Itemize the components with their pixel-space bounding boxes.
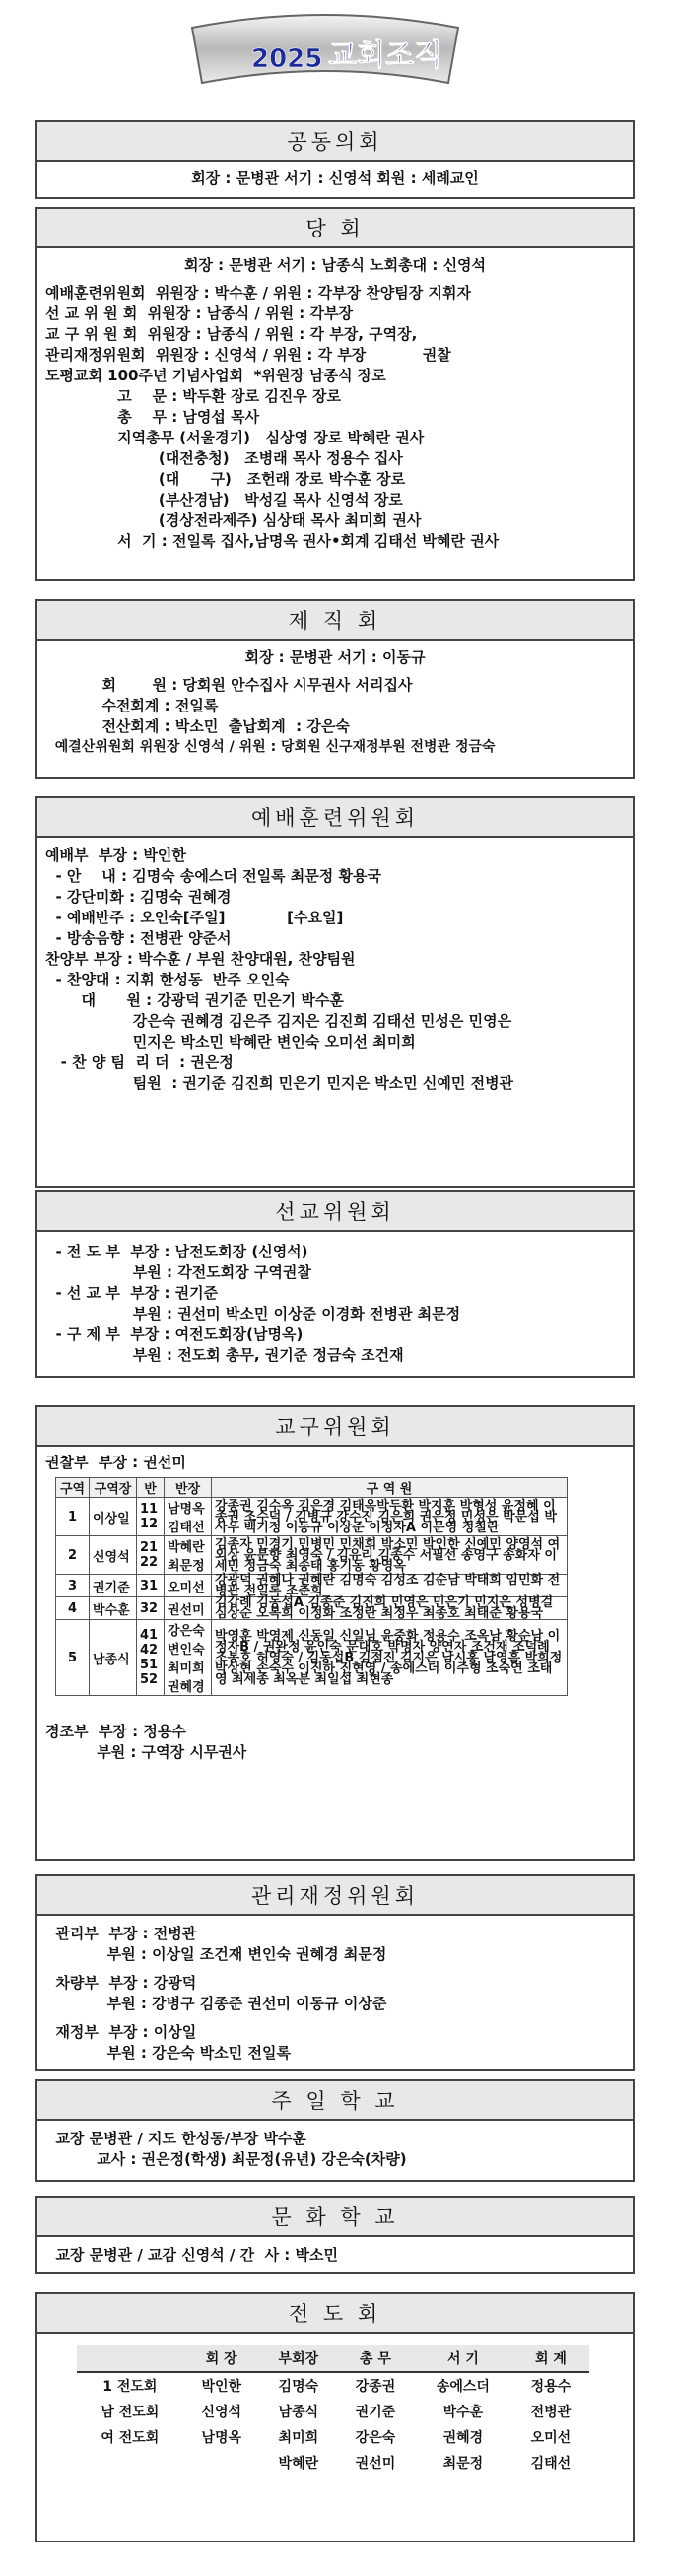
table-row — [56, 1536, 568, 1575]
cell: 최문정 — [442, 2456, 484, 2472]
section-title: 예배훈련위원회 — [37, 798, 633, 838]
cell-banjang: 오미선 — [165, 1575, 212, 1597]
text-line: 부원 : 강은숙 박소민 전일록 — [45, 2044, 291, 2062]
juil-lines — [37, 2121, 633, 2178]
seongyo-lines — [37, 1232, 633, 1376]
text-line: 선 교 위 원 회 위원장 : 남종식 / 위원 : 각부장 — [45, 305, 353, 322]
gyogu-head: 권찰부 부장 : 권선미 — [45, 1454, 186, 1471]
text-line: 부원 : 전도회 총무, 권기준 정금숙 조건재 — [45, 1346, 404, 1364]
gwanri-lines — [37, 1916, 633, 2071]
section-jejik — [35, 599, 635, 779]
banner-year: 2025 — [251, 44, 323, 74]
col-header: 회 계 — [512, 2345, 589, 2372]
text-line: 관리재정위원회 위원장 : 신영석 / 위원 : 각 부장 권찰 — [45, 346, 451, 364]
col-header: 서 기 — [414, 2345, 512, 2372]
cell-ban: 41 — [140, 1628, 159, 1643]
cell: 전병관 — [530, 2405, 572, 2420]
cell-banjang: 변인숙 — [168, 1643, 205, 1658]
text-line: 예배훈련위원회 위원장 : 박수훈 / 위원 : 각부장 찬양팀장 지휘자 — [45, 284, 471, 302]
banner-title: 교회조직 — [328, 38, 442, 73]
cell — [77, 2450, 183, 2475]
text-line: - 찬양대 : 지휘 한성동 반주 오인숙 — [45, 971, 290, 988]
text-line: 민지은 박소민 박혜란 변인숙 오미선 최미희 — [45, 1033, 416, 1051]
col-header: 반장 — [165, 1478, 212, 1498]
section-title: 선교위원회 — [37, 1192, 633, 1232]
section-line: 회장 : 문병관 서기 : 신영석 회원 : 세례교인 — [191, 169, 479, 187]
cell-leader: 권기준 — [90, 1575, 137, 1597]
text-line: 강은숙 권혜경 김은주 김지은 김진희 김태선 민성은 민영은 — [45, 1012, 512, 1030]
title-banner — [182, 8, 468, 99]
text-line: (경상전라제주) 심상태 목사 최미희 권사 — [45, 511, 422, 529]
cell: 박수훈 — [442, 2405, 484, 2420]
cell-members: 박영훈 박영제 신동일 신일님 윤중화 정용수 조옥남 황순남 이정자B / 권완정 윤인숙 문대호 박명자 양연자 조건재 조덕례 조봉호 허영숙 / 김동섭B 김점진 김지은 남시홍 남영흠 박희정 박상현 손숙수 이진하 진현영 / 송에스더 이주형 조숙연 조태영 최세종 최옥분 최일섭 최현종 — [212, 1620, 568, 1696]
col-header: 구 역 원 — [212, 1478, 568, 1498]
cell: 송에스더 — [436, 2379, 490, 2395]
section-title: 당 회 — [37, 209, 633, 248]
table-row — [77, 2424, 589, 2450]
cell-ban: 51 — [140, 1658, 159, 1672]
section-gongdong — [35, 120, 635, 199]
section-title: 교구위원회 — [37, 1407, 633, 1447]
section-title: 제 직 회 — [37, 601, 633, 641]
table-row — [56, 1498, 568, 1536]
section-subtitle: 회장 : 문병관 서기 : 이동규 — [244, 648, 426, 666]
cell: 권선미 — [355, 2456, 396, 2472]
cell-district: 1 — [56, 1498, 90, 1536]
section-jeondo — [35, 2292, 635, 2542]
cell: 권기준 — [355, 2405, 396, 2420]
section-title: 주 일 학 교 — [37, 2081, 633, 2121]
cell-banjang: 권혜경 — [168, 1680, 205, 1695]
text-line: 차량부 부장 : 강광덕 — [45, 1974, 197, 1992]
cell-banjang: 권선미 — [165, 1597, 212, 1620]
text-line: (대전충청) 조병래 목사 정용수 집사 — [45, 449, 403, 467]
cell: 여 전도회 — [101, 2430, 160, 2446]
text-line: 부원 : 권선미 박소민 이상준 이경화 전병관 최문정 — [45, 1305, 461, 1322]
cell-banjang: 최문정 — [168, 1559, 205, 1574]
text-line: 도평교회 100주년 기념사업회 *위원장 남종식 장로 — [45, 367, 386, 384]
text-line: - 전 도 부 부장 : 남전도회장 (신영석) — [45, 1243, 308, 1260]
cell: 김명숙 — [278, 2379, 319, 2395]
cell-members: 강광덕 권혜나 권혜란 김명숙 김성조 김순남 박태희 임민화 전병관 전일록 조춘희 — [212, 1575, 568, 1597]
cell: 박인한 — [201, 2379, 242, 2395]
cell: 강종권 — [355, 2379, 396, 2395]
text-line: 교 구 위 원 회 위원장 : 남종식 / 위원 : 각 부장, 구역장, — [45, 325, 418, 343]
text-line: - 찬 양 팀 리 더 : 권은정 — [45, 1053, 234, 1071]
section-juil — [35, 2079, 635, 2182]
cell: 남 전도회 — [101, 2405, 160, 2420]
text-line: - 안 내 : 김명숙 송에스더 전일록 최문정 황용국 — [45, 867, 381, 885]
officers-table — [77, 2345, 589, 2475]
text-line: - 선 교 부 부장 : 권기준 — [45, 1284, 219, 1302]
table-row — [56, 1575, 568, 1597]
danghoe-lines — [37, 281, 633, 554]
section-title: 전 도 회 — [37, 2294, 633, 2334]
cell: 권혜경 — [442, 2430, 484, 2446]
cell-ban: 11 — [140, 1502, 159, 1517]
cell-leader: 신영석 — [90, 1536, 137, 1575]
munhwa-lines — [37, 2237, 633, 2273]
cell: 남명옥 — [201, 2430, 242, 2446]
section-seongyo — [35, 1190, 635, 1378]
text-line: 교장 문병관 / 지도 한성동/부장 박수훈 — [45, 2130, 306, 2147]
col-header: 구역장 — [90, 1478, 137, 1498]
cell: 신영석 — [201, 2405, 242, 2420]
text-line: 예배부 부장 : 박인한 — [45, 847, 186, 864]
text-line: 예결산위원회 위원장 신영석 / 위원 : 당회원 신구재정부원 전병관 정금숙 — [45, 739, 496, 755]
cell-banjang: 강은숙 — [168, 1624, 205, 1639]
text-line: 대 원 : 강광덕 권기준 민은기 박수훈 — [45, 991, 344, 1009]
cell-district: 5 — [56, 1620, 90, 1696]
col-header: 반 — [137, 1478, 165, 1498]
text-line: 찬양부 부장 : 박수훈 / 부원 찬양대원, 찬양팀원 — [45, 950, 356, 968]
section-munhwa — [35, 2196, 635, 2274]
text-line: 총 무 : 남영섭 목사 — [45, 408, 260, 426]
yebae-lines — [37, 838, 633, 1102]
section-title: 관리재정위원회 — [37, 1876, 633, 1916]
text-line: 부원 : 각전도회장 구역권찰 — [45, 1263, 311, 1281]
text-line: - 강단미화 : 김명숙 권혜경 — [45, 888, 232, 906]
text-line: 회 원 : 당회원 안수집사 시무권사 서리집사 — [45, 676, 413, 694]
section-title: 문 화 학 교 — [37, 2198, 633, 2237]
cell: 김태선 — [530, 2456, 572, 2472]
cell-banjang: 남명옥 — [168, 1502, 205, 1517]
cell — [183, 2450, 260, 2475]
gyogu-body — [37, 1447, 633, 1769]
cell-district: 2 — [56, 1536, 90, 1575]
text-line — [45, 2014, 625, 2022]
text-line: 부원 : 구역장 시무권사 — [45, 1743, 247, 1761]
text-line: 수전회계 : 전일록 — [45, 697, 219, 714]
cell: 박혜란 — [278, 2456, 319, 2472]
text-line: 경조부 부장 : 정용수 — [45, 1723, 186, 1740]
cell-ban: 52 — [140, 1672, 159, 1687]
text-line: 팀원 : 권기준 김진희 민은기 민지은 박소민 신예민 전병관 — [45, 1074, 514, 1092]
cell-ban: 21 — [140, 1540, 159, 1555]
cell-district: 3 — [56, 1575, 90, 1597]
cell-banjang: 최미희 — [168, 1661, 205, 1676]
section-yebae — [35, 796, 635, 1188]
section-subtitle: 회장 : 문병관 서기 : 남종식 노회총대 : 신영석 — [183, 256, 487, 274]
text-line: 관리부 부장 : 전병관 — [45, 1925, 197, 1942]
cell-ban: 32 — [137, 1597, 165, 1620]
col-header — [77, 2345, 183, 2372]
table-row — [77, 2399, 589, 2424]
table-row — [56, 1620, 568, 1696]
text-line: - 구 제 부 부장 : 여전도회장(남명옥) — [45, 1325, 304, 1343]
table-row — [77, 2372, 589, 2399]
cell: 정용수 — [530, 2379, 572, 2395]
cell-district: 4 — [56, 1597, 90, 1620]
cell: 남종식 — [278, 2405, 319, 2420]
text-line — [45, 1965, 625, 1973]
cell-ban: 12 — [140, 1517, 159, 1531]
text-line: (대 구) 조헌래 장로 박수훈 장로 — [45, 470, 406, 488]
text-line: - 방송음향 : 전병관 양준서 — [45, 929, 232, 947]
section-gwanri — [35, 1874, 635, 2071]
section-title: 공동의회 — [37, 122, 633, 162]
cell-banjang: 박혜란 — [168, 1540, 205, 1555]
district-table — [55, 1477, 568, 1696]
cell-ban: 22 — [140, 1555, 159, 1570]
cell: 최미희 — [278, 2430, 319, 2446]
text-line: 지역총무 (서울경기) 심상영 장로 박혜란 권사 — [45, 429, 425, 446]
jejik-lines — [37, 673, 633, 760]
cell-members: 김갑례 김동섭A 김종준 김진희 민영은 민은기 민지은 성병걸 심상순 오복희 이정화 조정란 최정우 최종호 최태준 황용국 — [212, 1597, 568, 1620]
col-header: 회 장 — [183, 2345, 260, 2372]
cell-leader: 남종식 — [90, 1620, 137, 1696]
cell-leader: 이상일 — [90, 1498, 137, 1536]
cell: 오미선 — [530, 2430, 572, 2446]
table-row — [56, 1597, 568, 1620]
text-line: 전산회계 : 박소민 출납회계 : 강은숙 — [45, 717, 350, 735]
cell-ban: 42 — [140, 1643, 159, 1658]
text-line: 부원 : 이상일 조건재 변인숙 권혜경 최문정 — [45, 1945, 387, 1963]
cell: 강은숙 — [355, 2430, 396, 2446]
cell-ban: 31 — [137, 1575, 165, 1597]
cell-banjang: 김태선 — [168, 1521, 205, 1535]
cell: 1 전도회 — [102, 2379, 158, 2395]
col-header: 총 무 — [337, 2345, 414, 2372]
text-line: 재정부 부장 : 이상일 — [45, 2023, 197, 2041]
text-line: 서 기 : 전일록 집사,남명옥 권사•회계 김태선 박혜란 권사 — [45, 532, 500, 550]
text-line: (부산경남) 박성길 목사 신영석 장로 — [45, 491, 403, 508]
col-header: 부회장 — [260, 2345, 337, 2372]
text-line: - 예배반주 : 오인숙[주일] [수요일] — [45, 909, 344, 926]
text-line: 부원 : 강병구 김종준 권선미 이동규 이상준 — [45, 1995, 387, 2012]
cell-leader: 박수훈 — [90, 1597, 137, 1620]
text-line: 교사 : 권은정(학생) 최문정(유년) 강은숙(차량) — [45, 2150, 407, 2168]
table-row — [77, 2450, 589, 2475]
text-line: 고 문 : 박두환 장로 김진우 장로 — [45, 387, 341, 405]
col-header: 구역 — [56, 1478, 90, 1498]
section-danghoe — [35, 207, 635, 581]
cell-members: 김종자 민경기 민병민 민채희 박소민 박인한 신예민 양영석 여외상 윤분향 최영숙 / 김유리 김종수 서필선 송영구 송화자 이세민 정금숙 최송태 홍기동 황영옥 — [212, 1536, 568, 1575]
section-gyogu — [35, 1405, 635, 1861]
text-line: 교장 문병관 / 교감 신영석 / 간 사 : 박소민 — [45, 2246, 338, 2264]
cell-members: 강종권 김수옥 김은경 김태옥박두환 박지훈 박형성 윤정혜 이종권 조수덕 / 김병규 강수진 김은희 권은정 민성은 박문섭 박사우 백기정 이동규 이상준 이정자A 이문영 정철란 — [212, 1498, 568, 1536]
